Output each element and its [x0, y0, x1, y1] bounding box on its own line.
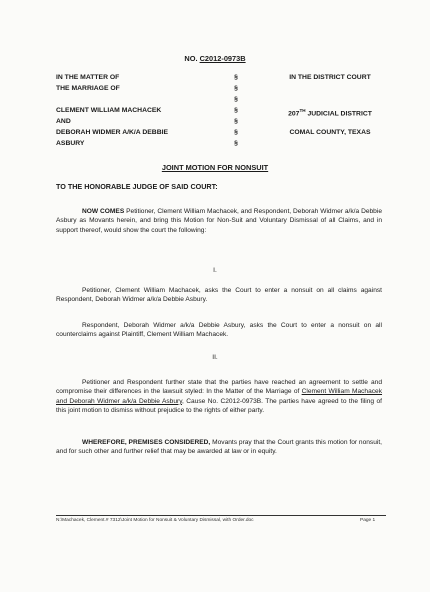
section-symbol: § [234, 107, 238, 114]
paragraph-3-text-b: , Cause No. C2012-0973B. The parties have agreed to the filing of this joint motion to dismiss without prejudice to the rights of either party. [56, 397, 382, 415]
case-caption [56, 72, 386, 149]
footer-page-number: Page 1 [360, 518, 376, 523]
section-heading-1: I. [213, 267, 217, 274]
caption-left-line: ASBURY [56, 140, 85, 147]
footer-divider [56, 515, 386, 516]
section-heading-2: II. [212, 354, 218, 361]
cause-prefix: NO. [184, 54, 200, 63]
county-name: COMAL COUNTY, TEXAS [289, 129, 371, 136]
caption-left-line: THE MARRIAGE OF [56, 85, 120, 92]
intro-text: Petitioner, Clement William Machacek, and Respondent, Deborah Widmer a/k/a Debbie Asbury as Movants herein, and bring this Motion for Non-Suit and Voluntary Dismissal of all Claims, and in support thereof, would show the court the following: [56, 208, 382, 234]
prayer-text: Movants pray that the Court grants this motion for nonsuit, and for such other and further relief that may be awarded at law or in equity. [56, 439, 382, 456]
cause-number [0, 54, 430, 63]
district-ordinal: TH [299, 108, 306, 113]
document-title: JOINT MOTION FOR NONSUIT [161, 163, 269, 172]
salutation: TO THE HONORABLE JUDGE OF SAID COURT: [56, 182, 218, 191]
paragraph-3-text-a: Petitioner and Respondent further state that the parties have reached an agreement to settle and compromise their differences in the lawsuit styled: In the Matter of the Marriage of [56, 379, 382, 396]
section-symbol: § [234, 96, 238, 103]
prayer-bold: WHEREFORE, PREMISES CONSIDERED, [82, 439, 211, 446]
paragraph-1 [56, 286, 382, 305]
paragraph-2 [56, 321, 382, 340]
case-style: Clement William Machacek and Deborah Widmer a/k/a Debbie Asbury [56, 388, 383, 405]
section-symbol: § [234, 129, 238, 136]
intro-paragraph [56, 207, 382, 235]
prayer-paragraph [56, 438, 382, 457]
paragraph-2-text: Respondent, Deborah Widmer a/k/a Debbie Asbury, asks the Court to enter a nonsuit on all counterclaims against Plaintiff, Clement William Machacek. [56, 322, 382, 339]
footer-file-path: N:\Machacek, Clement.# 7312\Joint Motion for Nonsuit & Voluntary Dismissal, with Order.doc [56, 518, 254, 523]
caption-left-line [56, 94, 198, 105]
section-symbol: § [234, 118, 238, 125]
district-number: 207 [288, 110, 300, 118]
intro-bold: NOW COMES [82, 208, 125, 215]
paragraph-3 [56, 378, 382, 416]
caption-left-line: CLEMENT WILLIAM MACHACEK [56, 107, 162, 114]
paragraph-1-text: Petitioner, Clement William Machacek, asks the Court to enter a nonsuit on all claims against Respondent, Deborah Widmer a/k/a Debbie Asbury. [56, 287, 382, 304]
judicial-district [274, 105, 386, 116]
caption-left-line: IN THE MATTER OF [56, 74, 120, 81]
court-name: IN THE DISTRICT COURT [289, 74, 371, 81]
section-symbol: § [234, 74, 238, 81]
section-symbol: § [234, 140, 238, 147]
district-label: JUDICIAL DISTRICT [305, 110, 372, 118]
caption-left-line: AND [56, 118, 71, 125]
cause-number-value: C2012-0973B [199, 54, 246, 63]
caption-left-line: DEBORAH WIDMER A/K/A DEBBIE [56, 129, 169, 136]
section-symbol: § [234, 85, 238, 92]
